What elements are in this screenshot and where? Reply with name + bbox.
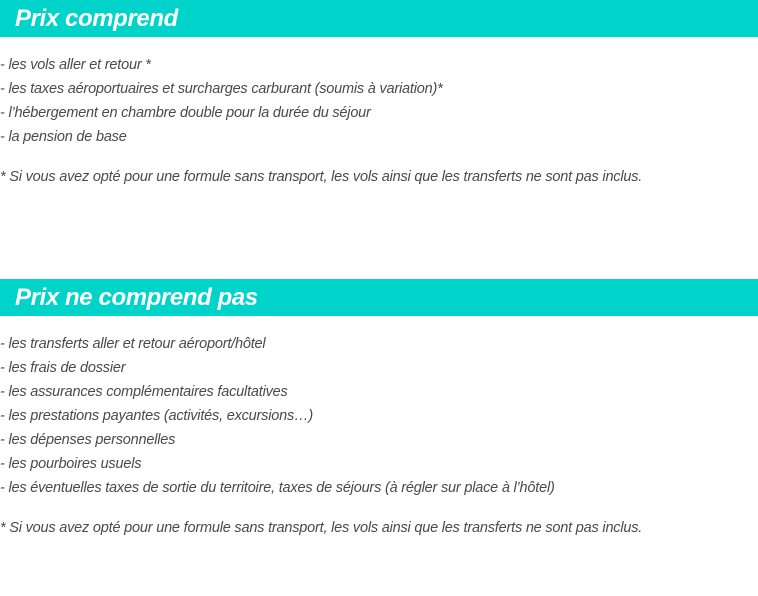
list-item: - les taxes aéroportuaires et surcharges carburant (soumis à variation)* (0, 81, 443, 97)
included-section-title: Prix comprend (15, 5, 178, 32)
excluded-section-header (0, 279, 758, 316)
list-item: - les prestations payantes (activités, excursions…) (0, 408, 313, 424)
list-item: - les vols aller et retour * (0, 57, 151, 73)
list-item: - les assurances complémentaires facultatives (0, 384, 288, 400)
excluded-section-title: Prix ne comprend pas (15, 284, 258, 311)
excluded-footnote: * Si vous avez opté pour une formule sans transport, les vols ainsi que les transferts ne sont pas inclus. (0, 520, 643, 536)
list-item: - les dépenses personnelles (0, 432, 176, 448)
list-item: - la pension de base (0, 129, 127, 145)
excluded-items-list (0, 332, 555, 500)
included-footnote: * Si vous avez opté pour une formule sans transport, les vols ainsi que les transferts ne sont pas inclus. (0, 169, 643, 185)
list-item: - les éventuelles taxes de sortie du territoire, taxes de séjours (à régler sur place à l’hôtel) (0, 480, 555, 496)
list-item: - l’hébergement en chambre double pour la durée du séjour (0, 105, 371, 121)
list-item: - les frais de dossier (0, 360, 126, 376)
list-item: - les transferts aller et retour aéroport/hôtel (0, 336, 266, 352)
included-items-list (0, 53, 443, 149)
list-item: - les pourboires usuels (0, 456, 142, 472)
included-section-header (0, 0, 758, 37)
